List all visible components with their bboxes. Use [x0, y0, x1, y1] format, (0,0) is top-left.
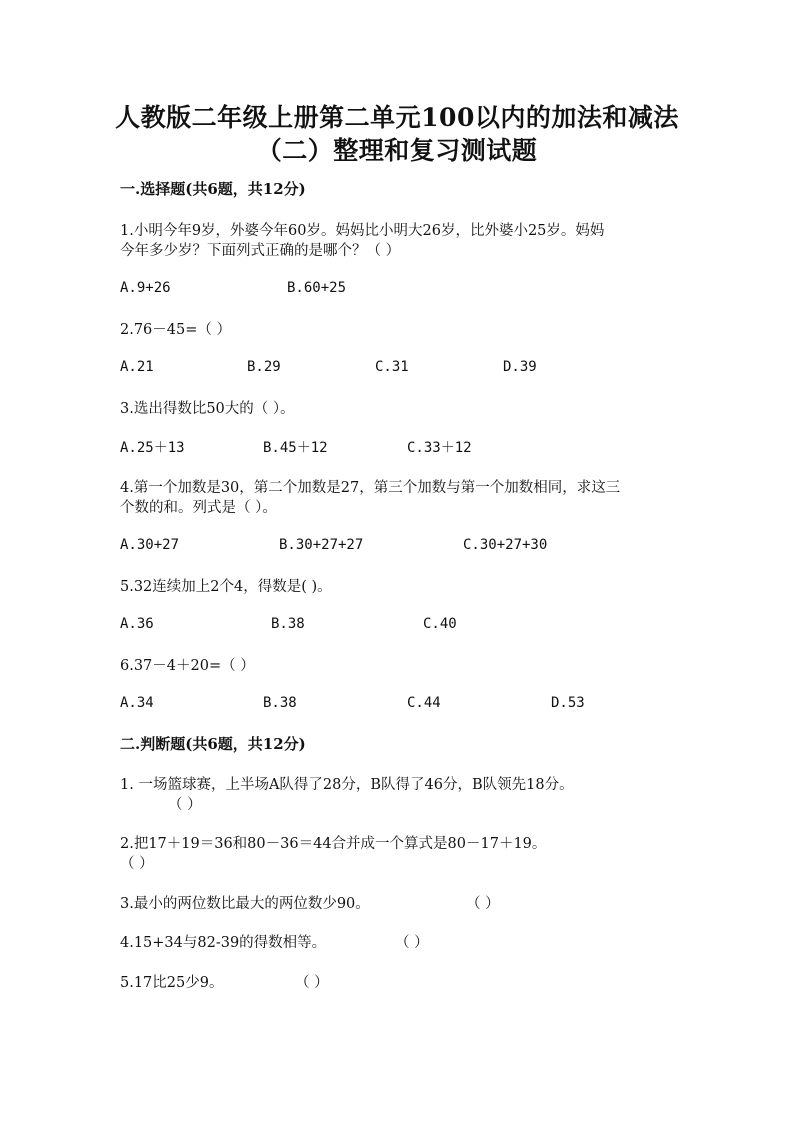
question-text: 5.17比25少9。 — [120, 975, 224, 991]
option-d: D.53 — [551, 695, 585, 711]
option-a: A.30+27 — [120, 537, 180, 553]
option-d: D.39 — [503, 359, 537, 375]
option-a: A.36 — [120, 616, 154, 632]
answer-blank: （ ） — [466, 896, 500, 912]
question-text: 1. 一场篮球赛，上半场A队得了28分，B队得了46分，B队领先18分。 — [120, 777, 574, 793]
section-heading-choice: 一.选择题(共6题，共12分) — [120, 180, 306, 198]
option-b: B.29 — [247, 359, 281, 375]
answer-blank: （ ） — [395, 935, 429, 951]
option-c: C.40 — [423, 616, 457, 632]
question-text: 2.76－45=（ ） — [120, 322, 231, 338]
option-a: A.9+26 — [120, 280, 171, 296]
section-heading-judge: 二.判断题(共6题，共12分) — [120, 735, 306, 753]
option-a: A.21 — [120, 359, 154, 375]
answer-blank: （ ） — [168, 797, 202, 813]
question-text: 5.32连续加上2个4，得数是( )。 — [120, 579, 332, 595]
option-b: B.38 — [271, 616, 305, 632]
option-c: C.44 — [407, 695, 441, 711]
option-b: B.38 — [263, 695, 297, 711]
option-c: C.31 — [375, 359, 409, 375]
option-c: C.30+27+30 — [463, 537, 548, 553]
question-text: 4.15+34与82-39的得数相等。 — [120, 935, 327, 951]
option-b: B.45＋12 — [263, 440, 328, 456]
option-a: A.25＋13 — [120, 440, 185, 456]
page-title-line-2: （二）整理和复习测试题 — [256, 136, 538, 165]
answer-blank: （ ） — [295, 975, 329, 991]
question-text: 4.第一个加数是30，第二个加数是27，第三个加数与第一个加数相同，求这三 — [120, 480, 621, 496]
option-b: B.30+27+27 — [279, 537, 364, 553]
question-text: 2.把17＋19＝36和80－36＝44合并成一个算式是80－17＋19。 — [120, 836, 547, 852]
option-c: C.33＋12 — [407, 440, 472, 456]
question-text: 今年多少岁？下面列式正确的是哪个？（ ） — [120, 243, 401, 259]
question-text: 6.37－4＋20=（ ） — [120, 658, 255, 674]
option-b: B.60+25 — [287, 280, 347, 296]
option-a: A.34 — [120, 695, 154, 711]
question-text: 1.小明今年9岁，外婆今年60岁。妈妈比小明大26岁，比外婆小25岁。妈妈 — [120, 223, 605, 239]
page-title-line-1: 人教版二年级上册第二单元100以内的加法和减法 — [115, 103, 679, 132]
answer-blank: （ ） — [120, 856, 154, 872]
question-text: 个数的和。列式是（ ）。 — [120, 500, 277, 516]
question-text: 3.选出得数比50大的（ ）。 — [120, 401, 295, 417]
question-text: 3.最小的两位数比最大的两位数少90。 — [120, 896, 370, 912]
